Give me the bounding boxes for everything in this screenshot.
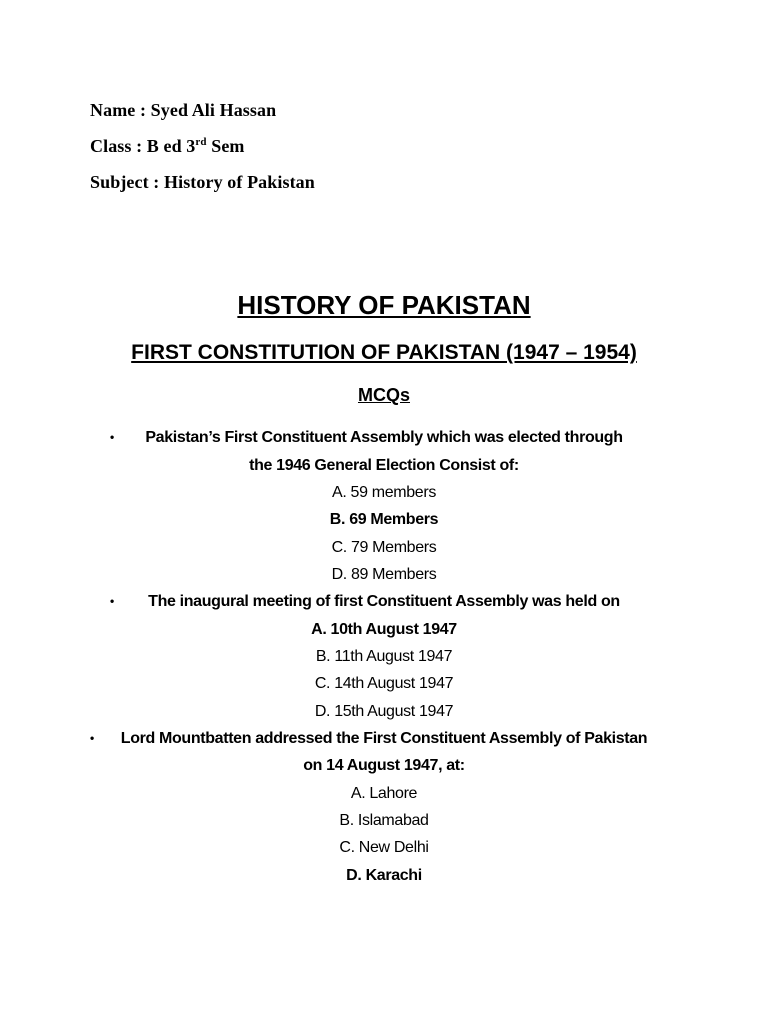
mcq-item xyxy=(0,725,768,889)
section-heading: MCQs xyxy=(357,385,410,405)
bullet-icon: • xyxy=(90,730,94,745)
document-title: HISTORY OF PAKISTAN xyxy=(237,290,531,320)
answer-option: D. 89 Members xyxy=(331,565,437,583)
answer-option-correct: D. Karachi xyxy=(346,866,422,884)
mcq-item xyxy=(0,424,768,588)
mcq-item xyxy=(0,588,768,725)
student-class xyxy=(90,128,315,164)
class-suffix: Sem xyxy=(206,136,245,156)
student-name: Name : Syed Ali Hassan xyxy=(90,100,277,120)
document-subtitle: FIRST CONSTITUTION OF PAKISTAN (1947 – 1954) xyxy=(131,341,637,364)
question-text xyxy=(90,725,654,780)
answer-option: C. 14th August 1947 xyxy=(314,675,454,693)
answer-option: B. 11th August 1947 xyxy=(315,647,453,665)
mcq-list xyxy=(0,424,768,889)
student-info xyxy=(90,92,315,200)
question-text xyxy=(110,424,634,479)
question-label: Pakistan’s First Constituent Assembly which was elected through the 1946 General Election Consist of: xyxy=(145,429,623,474)
answer-option-correct: B. 69 Members xyxy=(329,511,439,529)
answer-option: A. 59 members xyxy=(332,484,436,501)
question-label: Lord Mountbatten addressed the First Constituent Assembly of Pakistan on 14 August 1947, at: xyxy=(120,729,648,775)
answer-option-correct: A. 10th August 1947 xyxy=(311,620,457,638)
class-ordinal-suffix: rd xyxy=(195,136,207,148)
answer-option: B. Islamabad xyxy=(339,812,429,830)
question-label: The inaugural meeting of first Constituent Assembly was held on xyxy=(148,593,620,611)
student-subject: Subject : History of Pakistan xyxy=(90,172,315,192)
answer-option: A. Lahore xyxy=(350,784,418,802)
bullet-icon: • xyxy=(110,594,114,609)
answer-option: C. New Delhi xyxy=(339,839,429,857)
class-prefix: Class : B ed 3 xyxy=(90,136,196,156)
answer-option: D. 15th August 1947 xyxy=(314,702,454,720)
bullet-icon: • xyxy=(110,430,114,444)
question-text xyxy=(110,588,634,616)
answer-option: C. 79 Members xyxy=(331,538,437,556)
